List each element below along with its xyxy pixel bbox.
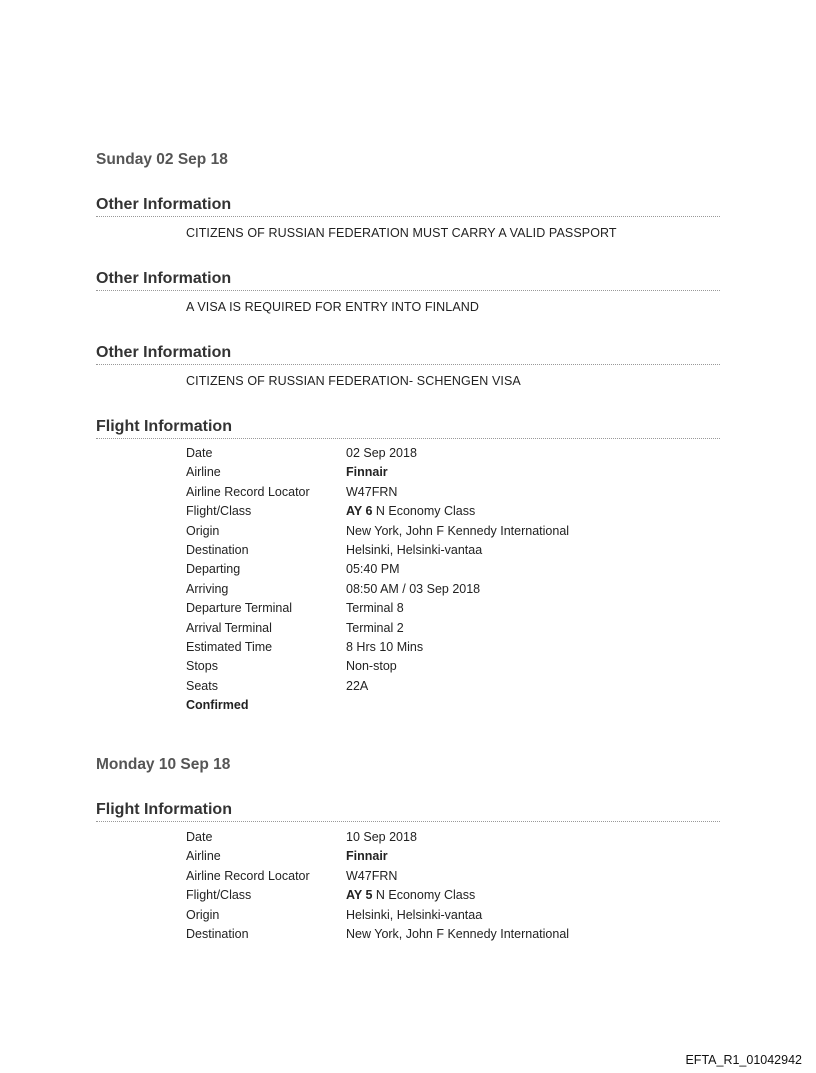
row-flight-class: Flight/Class AY 6 N Economy Class — [186, 504, 476, 519]
other-info-text-2: A VISA IS REQUIRED FOR ENTRY INTO FINLAND — [186, 300, 480, 314]
flight-details-1 — [186, 444, 569, 715]
row-airline: Airline Finnair — [186, 465, 388, 480]
row-estimated-time: Estimated Time 8 Hrs 10 Mins — [186, 639, 424, 654]
row-arriving: Arriving 08:50 AM / 03 Sep 2018 — [186, 581, 481, 596]
row-departure-terminal: Departure Terminal Terminal 8 — [186, 601, 404, 616]
row-date: Date 02 Sep 2018 — [186, 446, 417, 460]
row-flight-class: Flight/Class AY 5 N Economy Class — [186, 888, 476, 903]
row-destination: Destination Helsinki, Helsinki-vantaa — [186, 542, 483, 557]
flight-details-2 — [186, 828, 569, 944]
row-locator: Airline Record Locator W47FRN — [186, 484, 398, 499]
other-info-text-3: CITIZENS OF RUSSIAN FEDERATION- SCHENGEN VISA — [186, 374, 521, 388]
document-id: EFTA_R1_01042942 — [685, 1053, 802, 1067]
row-seats: Seats 22A — [186, 678, 369, 693]
day-header-monday: Monday 10 Sep 18 — [96, 756, 231, 773]
status-confirmed: Confirmed — [186, 698, 249, 713]
row-locator: Airline Record Locator W47FRN — [186, 868, 398, 883]
row-destination: Destination New York, John F Kennedy International — [186, 926, 570, 941]
day-header-sunday: Sunday 02 Sep 18 — [96, 151, 228, 168]
flight-info-title-2: Flight Information — [96, 801, 720, 822]
other-info-title-2: Other Information — [96, 270, 720, 291]
row-origin: Origin Helsinki, Helsinki-vantaa — [186, 907, 483, 922]
row-airline: Airline Finnair — [186, 849, 388, 864]
flight-info-title-1: Flight Information — [96, 418, 720, 439]
other-info-title-1: Other Information — [96, 196, 720, 217]
other-info-title-3: Other Information — [96, 344, 720, 365]
row-date: Date 10 Sep 2018 — [186, 830, 417, 844]
other-info-text-1: CITIZENS OF RUSSIAN FEDERATION MUST CARRY A VALID PASSPORT — [186, 226, 617, 240]
row-arrival-terminal: Arrival Terminal Terminal 2 — [186, 620, 404, 635]
row-stops: Stops Non-stop — [186, 659, 397, 674]
row-origin: Origin New York, John F Kennedy International — [186, 523, 570, 538]
row-departing: Departing 05:40 PM — [186, 562, 400, 577]
